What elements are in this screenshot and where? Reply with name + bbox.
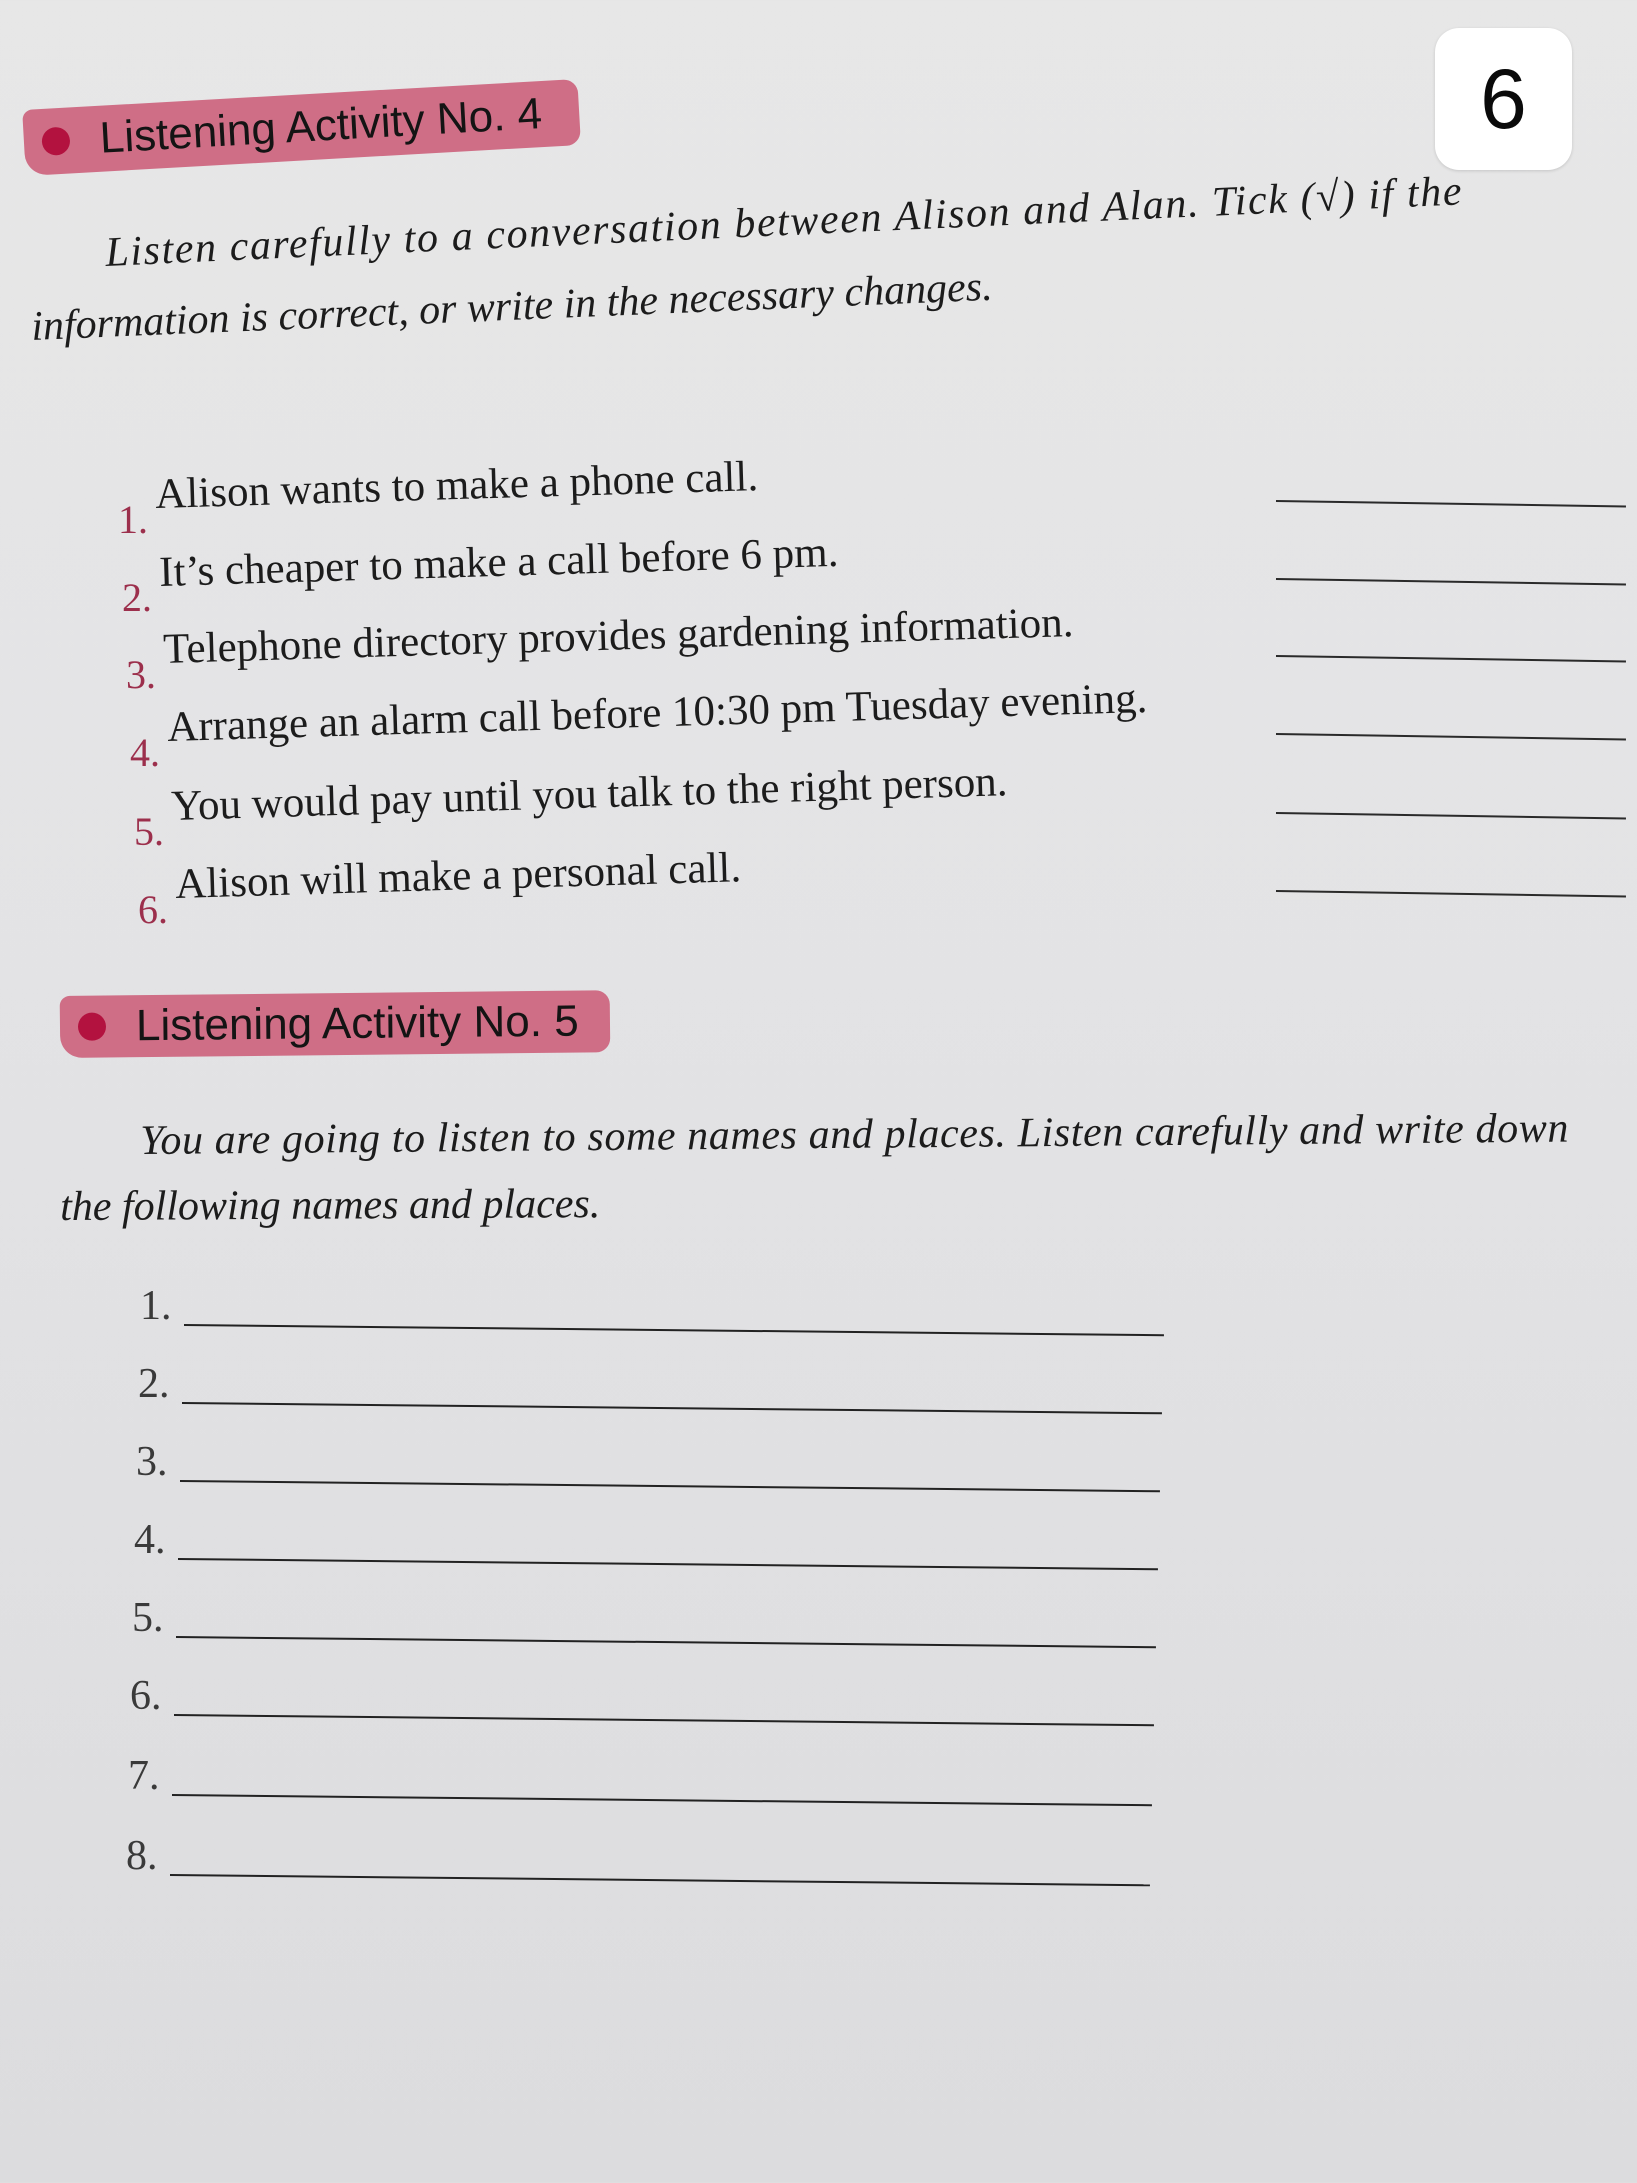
- page-number-badge: 6: [1435, 28, 1572, 170]
- bullet-icon: [78, 1013, 106, 1041]
- statement-row: [134, 758, 1637, 854]
- activity-5-title: Listening Activity No. 5: [135, 996, 579, 1051]
- fill-in-line[interactable]: [174, 1714, 1154, 1726]
- statement-number: 6.: [138, 887, 168, 932]
- activity-4-instruction-line-2: information is correct, or write in the necessary changes.: [30, 263, 994, 350]
- statement-text: Arrange an alarm call before 10:30 pm Tuesday evening.: [166, 674, 1148, 752]
- activity-5-header: [60, 990, 611, 1058]
- activity-4-statement-list: [118, 453, 1637, 940]
- statement-text: Telephone directory provides gardening information.: [162, 599, 1075, 674]
- activity-4-header: [22, 79, 581, 176]
- item-number: 3.: [136, 1439, 168, 1485]
- statement-row: [138, 844, 1637, 932]
- answer-line[interactable]: [1276, 733, 1626, 740]
- fill-in-line[interactable]: [176, 1636, 1156, 1648]
- answer-line[interactable]: [1276, 890, 1626, 897]
- statement-text: You would pay until you talk to the right person.: [170, 758, 1009, 831]
- statement-number: 2.: [122, 575, 152, 620]
- item-number: 6.: [130, 1673, 162, 1719]
- activity-4-title: Listening Activity No. 4: [98, 89, 544, 163]
- item-number: 2.: [138, 1361, 170, 1407]
- statement-number: 3.: [126, 652, 156, 697]
- statement-row: [118, 453, 1637, 542]
- statement-number: 4.: [130, 730, 160, 775]
- fill-in-line[interactable]: [178, 1558, 1158, 1570]
- item-number: 7.: [128, 1753, 160, 1799]
- item-number: 5.: [132, 1595, 164, 1641]
- item-number: 4.: [134, 1517, 166, 1563]
- answer-line[interactable]: [1276, 500, 1626, 507]
- activity-4-instruction-line-1: Listen carefully to a conversation between Alison and Alan. Tick (√) if the: [104, 168, 1465, 276]
- item-number: 1.: [140, 1283, 172, 1329]
- statement-number: 1.: [118, 497, 148, 542]
- fill-in-line[interactable]: [180, 1480, 1160, 1492]
- statement-number: 5.: [134, 809, 164, 854]
- statement-text: It’s cheaper to make a call before 6 pm.: [158, 528, 840, 597]
- answer-line[interactable]: [1276, 655, 1626, 662]
- bullet-icon: [41, 126, 71, 156]
- statement-text: Alison will make a personal call.: [174, 844, 742, 909]
- fill-in-line[interactable]: [182, 1402, 1162, 1414]
- fill-in-line[interactable]: [172, 1794, 1152, 1806]
- fill-in-line[interactable]: [170, 1874, 1150, 1886]
- item-number: 8.: [126, 1833, 158, 1879]
- activity-5-instruction-line-1: You are going to listen to some names and places. Listen carefully and write down: [140, 1105, 1570, 1164]
- statement-text: Alison wants to make a phone call.: [154, 453, 759, 519]
- answer-line[interactable]: [1276, 578, 1626, 585]
- activity-5-instruction-line-2: the following names and places.: [60, 1181, 601, 1230]
- fill-in-line[interactable]: [184, 1324, 1164, 1336]
- answer-line[interactable]: [1276, 812, 1626, 819]
